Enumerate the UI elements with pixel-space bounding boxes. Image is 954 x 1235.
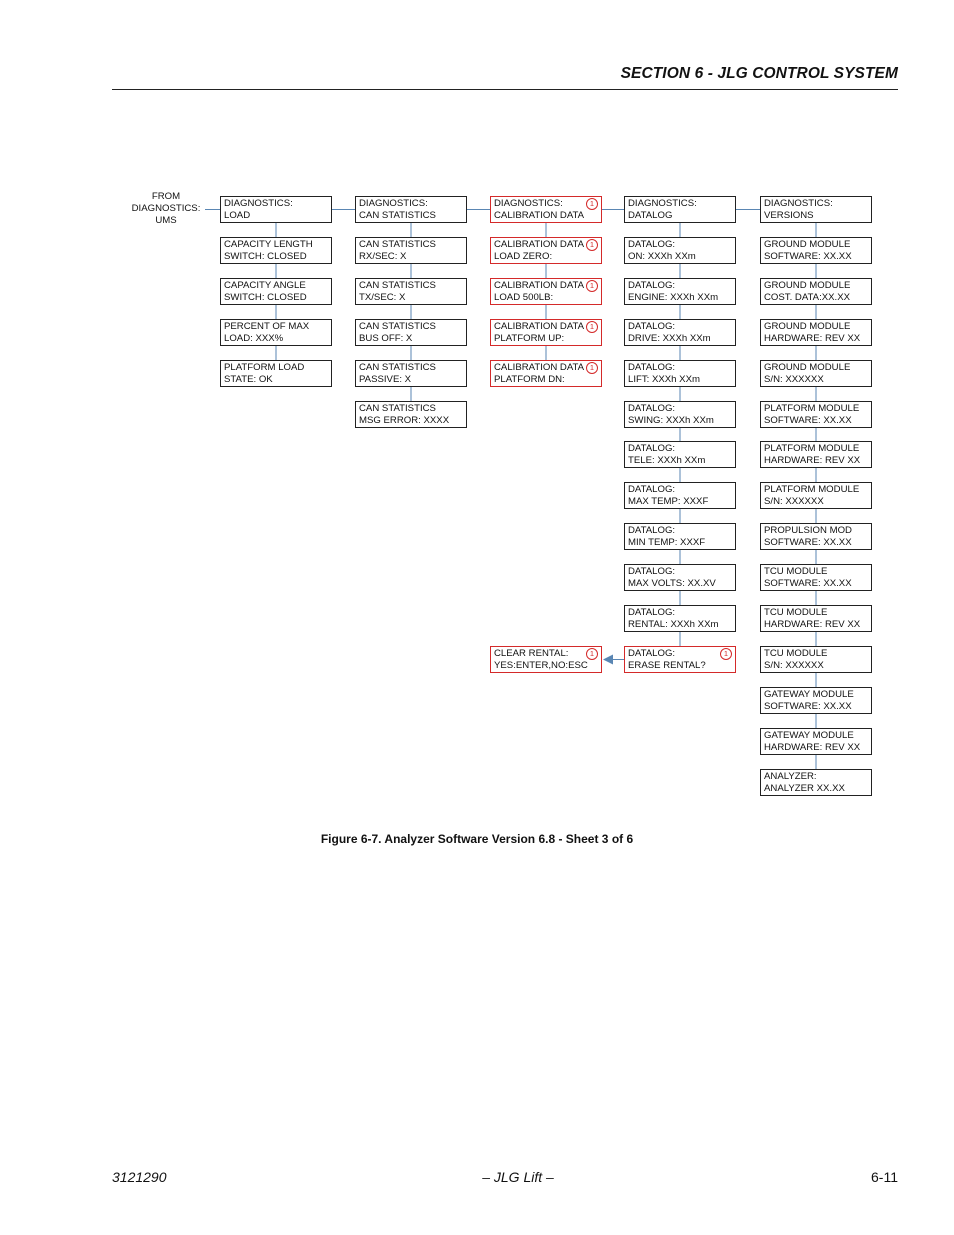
- menu-box-line: PROPULSION MOD: [764, 525, 852, 536]
- menu-box-line: PLATFORM UP:: [494, 333, 565, 344]
- menu-box-line: CALIBRATION DATA: [494, 239, 585, 250]
- menu-box-line: GATEWAY MODULE: [764, 730, 854, 741]
- menu-box-line: DATALOG: [628, 210, 673, 221]
- menu-box-line: GROUND MODULE: [764, 239, 851, 250]
- menu-box-line: DATALOG:: [628, 280, 676, 291]
- menu-box: [490, 278, 602, 305]
- footer-page-number: 6-11: [871, 1169, 898, 1185]
- menu-box-line: LOAD ZERO:: [494, 251, 553, 262]
- note-marker-icon: 1: [586, 648, 598, 660]
- menu-box: [624, 237, 736, 264]
- menu-box-line: DIAGNOSTICS:: [224, 198, 293, 209]
- menu-box: [355, 319, 467, 346]
- menu-box-line: CAN STATISTICS: [359, 321, 436, 332]
- start-label-line: DIAGNOSTICS:: [131, 203, 201, 214]
- menu-box: [760, 769, 872, 796]
- menu-box-line: PASSIVE: X: [359, 374, 412, 385]
- menu-box-line: STATE: OK: [224, 374, 273, 385]
- menu-box-line: ERASE RENTAL?: [628, 660, 706, 671]
- menu-box: [220, 278, 332, 305]
- menu-box: [624, 401, 736, 428]
- menu-box: [760, 523, 872, 550]
- menu-box: [760, 196, 872, 223]
- menu-box-line: TCU MODULE: [764, 648, 828, 659]
- menu-box-line: DATALOG:: [628, 321, 676, 332]
- menu-box-line: ANALYZER XX.XX: [764, 783, 845, 794]
- menu-box-line: PLATFORM LOAD: [224, 362, 305, 373]
- menu-box-line: DIAGNOSTICS:: [628, 198, 697, 209]
- menu-box-line: TCU MODULE: [764, 566, 828, 577]
- menu-box-line: CAN STATISTICS: [359, 280, 436, 291]
- menu-box: [355, 360, 467, 387]
- menu-box: [355, 278, 467, 305]
- menu-box-line: DATALOG:: [628, 525, 676, 536]
- menu-box-line: LOAD: [224, 210, 251, 221]
- menu-box: [624, 196, 736, 223]
- menu-box-line: LIFT: XXXh XXm: [628, 374, 700, 385]
- menu-box: [355, 237, 467, 264]
- menu-box-line: HARDWARE: REV XX: [764, 742, 861, 753]
- start-label: [120, 191, 212, 227]
- menu-box: [624, 646, 736, 673]
- menu-box: [760, 687, 872, 714]
- menu-box-line: HARDWARE: REV XX: [764, 333, 861, 344]
- menu-box-line: SOFTWARE: XX.XX: [764, 701, 852, 712]
- menu-box-line: PERCENT OF MAX: [224, 321, 310, 332]
- menu-box-line: RENTAL: XXXh XXm: [628, 619, 719, 630]
- menu-box-line: SOFTWARE: XX.XX: [764, 415, 852, 426]
- menu-box-line: SWING: XXXh XXm: [628, 415, 714, 426]
- menu-box: [624, 605, 736, 632]
- menu-box-line: SOFTWARE: XX.XX: [764, 578, 852, 589]
- menu-box-line: SWITCH: CLOSED: [224, 251, 307, 262]
- note-marker-icon: 1: [586, 321, 598, 333]
- menu-box-line: SOFTWARE: XX.XX: [764, 251, 852, 262]
- menu-box: [220, 319, 332, 346]
- menu-box-line: GROUND MODULE: [764, 280, 851, 291]
- menu-box-line: ON: XXXh XXm: [628, 251, 696, 262]
- menu-box-line: CALIBRATION DATA: [494, 280, 585, 291]
- menu-box-line: CALIBRATION DATA: [494, 362, 585, 373]
- menu-box-line: BUS OFF: X: [359, 333, 413, 344]
- menu-box-line: ENGINE: XXXh XXm: [628, 292, 719, 303]
- menu-box-line: S/N: XXXXXX: [764, 496, 824, 507]
- menu-box: [760, 278, 872, 305]
- menu-box-line: MSG ERROR: XXXX: [359, 415, 450, 426]
- footer-center: – JLG Lift –: [482, 1169, 554, 1185]
- menu-box: [624, 278, 736, 305]
- menu-box-line: GROUND MODULE: [764, 321, 851, 332]
- menu-box-line: ANALYZER:: [764, 771, 817, 782]
- menu-box-line: PLATFORM MODULE: [764, 403, 860, 414]
- menu-box-line: CAN STATISTICS: [359, 210, 436, 221]
- menu-box: [355, 196, 467, 223]
- menu-box: [760, 237, 872, 264]
- menu-box-line: RX/SEC: X: [359, 251, 407, 262]
- note-marker-icon: 1: [586, 362, 598, 374]
- menu-box: [760, 401, 872, 428]
- menu-box: [220, 360, 332, 387]
- menu-box-line: PLATFORM MODULE: [764, 484, 860, 495]
- menu-box-line: GATEWAY MODULE: [764, 689, 854, 700]
- note-marker-icon: 1: [720, 648, 732, 660]
- menu-box-line: CALIBRATION DATA: [494, 321, 585, 332]
- menu-box-line: DATALOG:: [628, 362, 676, 373]
- menu-box-line: TCU MODULE: [764, 607, 828, 618]
- section-title: SECTION 6 - JLG CONTROL SYSTEM: [620, 65, 898, 82]
- menu-box-line: CAN STATISTICS: [359, 239, 436, 250]
- footer-doc-number: 3121290: [112, 1169, 167, 1185]
- menu-box-line: DATALOG:: [628, 484, 676, 495]
- menu-box-line: DIAGNOSTICS:: [494, 198, 563, 209]
- menu-box: [490, 646, 602, 673]
- note-marker-icon: 1: [586, 239, 598, 251]
- menu-box-line: SWITCH: CLOSED: [224, 292, 307, 303]
- menu-box-line: PLATFORM MODULE: [764, 443, 860, 454]
- menu-box-line: CLEAR RENTAL:: [494, 648, 569, 659]
- menu-box: [760, 360, 872, 387]
- menu-box: [355, 401, 467, 428]
- menu-box-line: DATALOG:: [628, 566, 676, 577]
- menu-box-line: LOAD 500LB:: [494, 292, 554, 303]
- menu-box: [760, 728, 872, 755]
- menu-box-line: PLATFORM DN:: [494, 374, 565, 385]
- menu-box-line: MIN TEMP: XXXF: [628, 537, 706, 548]
- menu-box: [220, 237, 332, 264]
- menu-box: [490, 237, 602, 264]
- menu-box-line: DIAGNOSTICS:: [359, 198, 428, 209]
- menu-box-line: MAX VOLTS: XX.XV: [628, 578, 716, 589]
- menu-box-line: COST. DATA:XX.XX: [764, 292, 851, 303]
- menu-box-line: S/N: XXXXXX: [764, 374, 824, 385]
- menu-box-line: YES:ENTER,NO:ESC: [494, 660, 588, 671]
- menu-box-line: VERSIONS: [764, 210, 814, 221]
- menu-box-line: CAPACITY LENGTH: [224, 239, 313, 250]
- arrow-head: [603, 655, 613, 665]
- menu-box: [760, 482, 872, 509]
- menu-box: [490, 319, 602, 346]
- menu-box-line: DIAGNOSTICS:: [764, 198, 833, 209]
- menu-box: [220, 196, 332, 223]
- menu-box-line: CAN STATISTICS: [359, 362, 436, 373]
- menu-box: [624, 360, 736, 387]
- menu-box-line: TX/SEC: X: [359, 292, 406, 303]
- menu-box: [624, 523, 736, 550]
- menu-box-line: LOAD: XXX%: [224, 333, 284, 344]
- menu-box: [760, 646, 872, 673]
- menu-box: [760, 605, 872, 632]
- menu-box-line: DATALOG:: [628, 403, 676, 414]
- menu-box-line: SOFTWARE: XX.XX: [764, 537, 852, 548]
- menu-box-line: DATALOG:: [628, 239, 676, 250]
- figure-caption: Figure 6-7. Analyzer Software Version 6.8 - Sheet 3 of 6: [320, 832, 634, 846]
- menu-box: [490, 196, 602, 223]
- menu-box-line: S/N: XXXXXX: [764, 660, 824, 671]
- start-label-line: UMS: [155, 215, 177, 226]
- note-marker-icon: 1: [586, 280, 598, 292]
- menu-box: [624, 564, 736, 591]
- start-label-line: FROM: [151, 191, 181, 202]
- menu-box-line: MAX TEMP: XXXF: [628, 496, 709, 507]
- menu-box: [490, 360, 602, 387]
- menu-box: [760, 441, 872, 468]
- menu-box-line: DATALOG:: [628, 443, 676, 454]
- menu-box-line: GROUND MODULE: [764, 362, 851, 373]
- menu-box-line: HARDWARE: REV XX: [764, 619, 861, 630]
- note-marker-icon: 1: [586, 198, 598, 210]
- menu-box: [760, 564, 872, 591]
- menu-box-line: DRIVE: XXXh XXm: [628, 333, 711, 344]
- menu-box: [624, 482, 736, 509]
- menu-box-line: CAN STATISTICS: [359, 403, 436, 414]
- menu-box: [624, 319, 736, 346]
- menu-box-line: DATALOG:: [628, 648, 676, 659]
- menu-box-line: TELE: XXXh XXm: [628, 455, 706, 466]
- menu-box: [624, 441, 736, 468]
- menu-box-line: CAPACITY ANGLE: [224, 280, 306, 291]
- menu-box-line: CALIBRATION DATA: [494, 210, 585, 221]
- menu-box: [760, 319, 872, 346]
- menu-box-line: DATALOG:: [628, 607, 676, 618]
- menu-box-line: HARDWARE: REV XX: [764, 455, 861, 466]
